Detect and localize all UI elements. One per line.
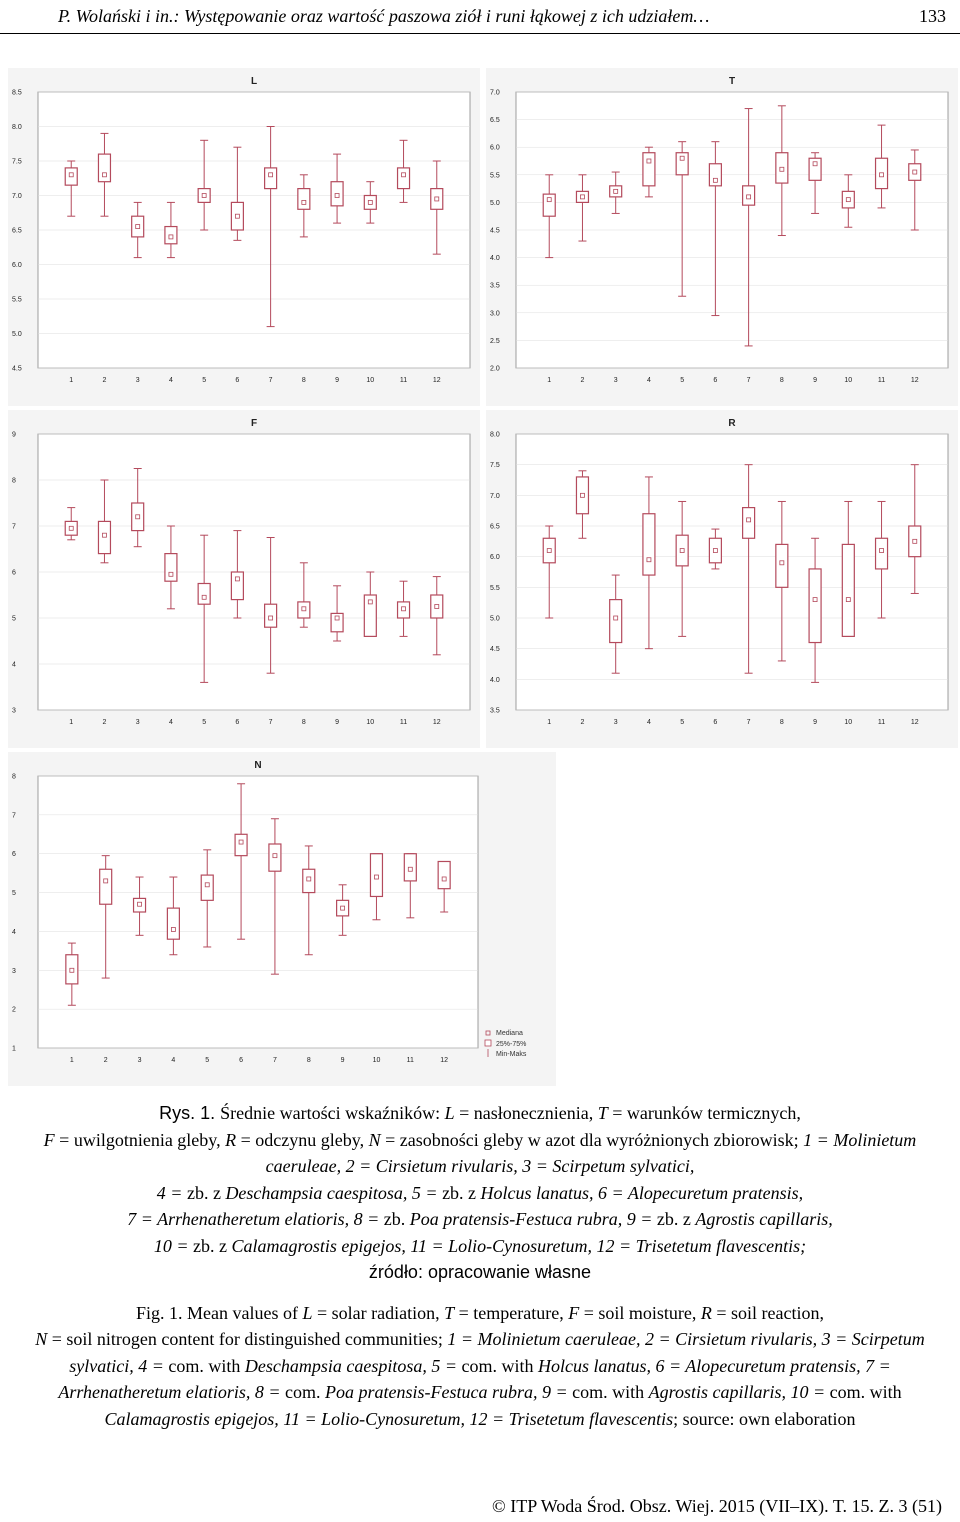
y-tick-label: 5.5: [490, 172, 500, 180]
x-tick-label: 4: [646, 719, 651, 726]
iqr-box: [132, 503, 144, 531]
caption-pl-text: zb.: [383, 1209, 410, 1229]
iqr-box: [337, 900, 349, 916]
x-tick-label: 1: [547, 377, 552, 384]
iqr-box: [298, 189, 310, 210]
y-tick-label: 5.5: [12, 296, 22, 304]
iqr-box: [231, 572, 243, 600]
iqr-box: [65, 521, 77, 535]
x-tick-label: 2: [103, 1057, 108, 1064]
x-tick-label: 10: [844, 719, 853, 726]
y-tick-label: 7.0: [490, 492, 500, 500]
iqr-box: [776, 153, 788, 183]
panel-title: F: [250, 418, 258, 429]
x-tick-label: 9: [813, 719, 818, 726]
x-tick-label: 9: [335, 377, 340, 384]
plot-area: [516, 434, 948, 710]
x-tick-label: 11: [399, 719, 408, 726]
x-tick-label: 1: [69, 1057, 74, 1064]
iqr-box: [364, 595, 376, 636]
caption-pl-text: zb. z: [193, 1235, 232, 1256]
y-tick-label: 8: [12, 773, 16, 781]
y-tick-label: 6.5: [12, 227, 22, 235]
boxplot-panel-R: [486, 410, 958, 748]
y-tick-label: 9: [12, 431, 16, 439]
legend-median-label: Mediana: [496, 1030, 523, 1037]
y-tick-label: 3: [12, 967, 16, 975]
x-tick-label: 1: [69, 377, 74, 384]
caption-english: [0, 1300, 960, 1433]
iqr-box: [66, 955, 78, 984]
y-tick-label: 1: [12, 1045, 16, 1053]
caption-en-communities: 1 = Molinietum caeruleae, 2 = Cirsietum rivularis, 3 = Scirpetum sylvatici, 4 =: [69, 1329, 925, 1376]
boxplot-panel-L: [8, 68, 480, 406]
iqr-box: [643, 153, 655, 186]
iqr-box: [298, 602, 310, 618]
plot-area: [38, 776, 478, 1048]
x-tick-label: 12: [432, 719, 441, 726]
iqr-box: [98, 154, 110, 182]
iqr-box: [134, 898, 146, 912]
y-tick-label: 5: [12, 890, 16, 898]
x-tick-label: 6: [713, 377, 718, 384]
caption-pl-text: zb. z: [656, 1209, 696, 1229]
x-tick-label: 3: [135, 719, 140, 726]
y-tick-label: 6.0: [12, 262, 22, 269]
caption-pl-L: L: [444, 1103, 455, 1123]
caption-en-text: = soil nitrogen content for distinguished communities;: [47, 1329, 448, 1349]
x-tick-label: 8: [301, 377, 306, 384]
y-tick-label: 7: [12, 812, 16, 820]
x-tick-label: 8: [306, 1057, 311, 1064]
caption-en-communities: Agrostis capillaris, 10 =: [648, 1382, 830, 1402]
caption-pl-communities: Deschampsia caespitosa, 5 =: [225, 1182, 443, 1203]
y-tick-label: 7.5: [490, 462, 500, 470]
y-tick-label: 5.0: [490, 199, 500, 207]
caption-en-communities: Deschampsia caespitosa, 5 =: [244, 1355, 462, 1376]
y-tick-label: 6.0: [490, 554, 500, 562]
x-tick-label: 3: [613, 377, 618, 384]
running-header: [0, 0, 960, 34]
y-tick-label: 6.5: [490, 117, 500, 125]
caption-en-text: = soil reaction,: [711, 1302, 825, 1323]
running-title: P. Wolański i in.: Występowanie oraz wartość paszowa ziół i runi łąkowej z ich udziałem…: [58, 6, 710, 26]
iqr-box: [743, 186, 755, 205]
iqr-box: [398, 602, 410, 618]
iqr-box: [576, 191, 588, 202]
x-tick-label: 5: [205, 1057, 210, 1064]
x-tick-label: 2: [102, 377, 107, 384]
caption-en-source: ; source: own elaboration: [673, 1408, 856, 1429]
x-tick-label: 2: [102, 719, 107, 726]
caption-pl-text: = odczynu gleby,: [236, 1129, 369, 1150]
x-tick-label: 4: [171, 1057, 176, 1064]
y-tick-label: 3.0: [490, 310, 500, 318]
iqr-box: [842, 191, 854, 208]
iqr-box: [842, 544, 854, 636]
x-tick-label: 8: [301, 719, 306, 726]
iqr-box: [610, 600, 622, 643]
captions: [0, 1100, 960, 1432]
y-tick-label: 6: [12, 851, 16, 859]
y-tick-label: 6.5: [490, 523, 500, 531]
iqr-box: [876, 158, 888, 188]
y-tick-label: 4.0: [490, 255, 500, 263]
iqr-box: [231, 202, 243, 230]
caption-en-communities: Holcus lanatus, 6 = Alopecuretum pratensis, 7 = Arrhenatheretum elatioris, 8 =: [58, 1355, 891, 1402]
figure-boxplots: [0, 60, 960, 1090]
iqr-box: [576, 477, 588, 514]
caption-en-text: com. with: [168, 1355, 245, 1376]
caption-pl-text: zb. z: [442, 1182, 481, 1203]
iqr-box: [776, 544, 788, 587]
caption-pl-text: = nasłonecznienia,: [454, 1103, 598, 1123]
panel-title: L: [250, 76, 258, 87]
caption-pl-text: Średnie wartości wskaźników:: [220, 1103, 445, 1123]
iqr-box: [165, 554, 177, 582]
caption-en-text: com. with: [572, 1382, 649, 1402]
panel-title: T: [728, 76, 736, 87]
caption-en-text: com. with: [461, 1355, 538, 1376]
y-tick-label: 5.5: [490, 584, 500, 592]
iqr-box: [438, 861, 450, 888]
x-tick-label: 5: [680, 719, 685, 726]
caption-en-L: L: [302, 1302, 313, 1323]
y-tick-label: 4.5: [490, 227, 500, 235]
x-tick-label: 12: [910, 719, 919, 726]
y-tick-label: 6.0: [490, 144, 500, 152]
x-tick-label: 11: [406, 1057, 414, 1064]
legend-box-label: 25%-75%: [496, 1041, 527, 1048]
caption-pl-communities: 4 =: [156, 1182, 187, 1203]
y-tick-label: 8.0: [12, 124, 22, 131]
caption-pl-communities: Holcus lanatus, 6 = Alopecuretum pratensis,: [480, 1182, 804, 1203]
y-tick-label: 5.0: [490, 615, 500, 623]
iqr-box: [709, 538, 721, 563]
y-tick-label: 7.0: [12, 193, 22, 200]
y-tick-label: 3.5: [490, 282, 500, 290]
page-number: 133: [919, 6, 946, 26]
caption-pl-text: = warunków termicznych,: [607, 1103, 801, 1123]
caption-pl-text: zb. z: [186, 1182, 226, 1203]
caption-en-F: F: [568, 1302, 580, 1323]
y-tick-label: 2.0: [490, 365, 500, 373]
caption-en-text: com. with: [829, 1382, 902, 1402]
x-tick-label: 7: [268, 719, 273, 726]
iqr-box: [610, 186, 622, 197]
iqr-box: [909, 164, 921, 181]
iqr-box: [431, 595, 443, 618]
y-tick-label: 2: [12, 1006, 16, 1014]
x-tick-label: 6: [239, 1057, 244, 1064]
x-tick-label: 12: [440, 1057, 449, 1064]
x-tick-label: 10: [366, 719, 375, 726]
y-tick-label: 6: [12, 569, 16, 577]
x-tick-label: 11: [399, 377, 408, 384]
y-tick-label: 8.5: [12, 89, 22, 97]
y-tick-label: 8.0: [490, 431, 500, 439]
iqr-box: [876, 538, 888, 569]
caption-pl-communities: 1 = Molinietum caeruleae, 2 = Cirsietum rivularis, 3 = Scirpetum sylvatici,: [265, 1129, 917, 1176]
caption-polish: [0, 1100, 960, 1286]
y-tick-label: 4.5: [12, 365, 22, 373]
caption-pl-communities: 10 =: [153, 1235, 194, 1256]
boxplot-panel-T: [486, 68, 958, 406]
boxplot-panel-N: [8, 752, 556, 1086]
x-tick-label: 3: [613, 719, 618, 726]
caption-pl-text: = zasobności gleby w azot dla wyróżnionych zbiorowisk;: [380, 1129, 804, 1150]
x-tick-label: 6: [235, 719, 240, 726]
iqr-box: [676, 535, 688, 566]
iqr-box: [198, 189, 210, 203]
iqr-box: [167, 908, 179, 939]
iqr-box: [743, 508, 755, 539]
y-tick-label: 3: [12, 707, 16, 715]
iqr-box: [909, 526, 921, 557]
caption-en-communities: Calamagrostis epigejos, 11 = Lolio-Cynosuretum, 12 = Trisetetum flavescentis: [104, 1408, 674, 1429]
iqr-box: [201, 875, 213, 900]
x-tick-label: 9: [813, 377, 818, 384]
caption-pl-R: R: [225, 1129, 237, 1150]
caption-en-text: = solar radiation,: [312, 1302, 445, 1323]
caption-en-text: = temperature,: [454, 1302, 569, 1323]
caption-en-text: com.: [285, 1382, 325, 1402]
iqr-box: [235, 834, 247, 855]
x-tick-label: 4: [168, 377, 173, 384]
caption-pl-T: T: [597, 1103, 608, 1123]
legend-box-marker: [485, 1040, 491, 1046]
x-tick-label: 10: [844, 377, 853, 384]
y-tick-label: 4: [12, 661, 16, 669]
iqr-box: [132, 216, 144, 237]
iqr-box: [543, 538, 555, 563]
x-tick-label: 3: [135, 377, 140, 384]
iqr-box: [265, 168, 277, 189]
y-tick-label: 4.0: [490, 676, 500, 684]
x-tick-label: 11: [877, 719, 886, 726]
x-tick-label: 1: [69, 719, 74, 726]
x-tick-label: 5: [680, 377, 685, 384]
x-tick-label: 4: [646, 377, 651, 384]
x-tick-label: 7: [746, 377, 751, 384]
x-tick-label: 11: [877, 377, 886, 384]
y-tick-label: 7.0: [490, 89, 500, 97]
caption-en-communities: Poa pratensis-Festuca rubra, 9 =: [325, 1382, 573, 1402]
x-tick-label: 3: [137, 1057, 142, 1064]
caption-pl-N: N: [368, 1129, 381, 1150]
x-tick-label: 12: [910, 377, 919, 384]
y-tick-label: 4.5: [490, 646, 500, 654]
x-tick-label: 4: [168, 719, 173, 726]
x-tick-label: 8: [779, 377, 784, 384]
x-tick-label: 7: [746, 719, 751, 726]
x-tick-label: 10: [372, 1057, 381, 1064]
boxplot-panel-F: [8, 410, 480, 748]
x-tick-label: 5: [202, 377, 207, 384]
x-tick-label: 2: [580, 719, 585, 726]
x-tick-label: 8: [779, 719, 784, 726]
x-tick-label: 9: [335, 719, 340, 726]
y-tick-label: 3.5: [490, 707, 500, 715]
caption-pl-communities: Calamagrostis epigejos, 11 = Lolio-Cynosuretum, 12 = Trisetetum flavescentis;: [231, 1235, 807, 1256]
x-tick-label: 7: [272, 1057, 277, 1064]
iqr-box: [643, 514, 655, 575]
caption-en-text: Mean values of: [187, 1302, 303, 1323]
caption-en-N: N: [35, 1329, 48, 1349]
x-tick-label: 12: [432, 377, 441, 384]
panel-title: N: [254, 760, 262, 771]
x-tick-label: 6: [235, 377, 240, 384]
caption-pl-F: F: [43, 1129, 55, 1150]
iqr-box: [100, 869, 112, 904]
y-tick-label: 5: [12, 615, 16, 623]
x-tick-label: 6: [713, 719, 718, 726]
caption-pl-source: źródło: opracowanie własne: [368, 1262, 592, 1282]
x-tick-label: 5: [202, 719, 207, 726]
caption-en-T: T: [444, 1302, 455, 1323]
y-tick-label: 4: [12, 928, 16, 936]
caption-pl-communities: Poa pratensis-Festuca rubra, 9 =: [409, 1209, 657, 1229]
caption-en-R: R: [700, 1302, 712, 1323]
y-tick-label: 7: [12, 523, 16, 531]
x-tick-label: 1: [547, 719, 552, 726]
y-tick-label: 2.5: [490, 337, 500, 345]
iqr-box: [431, 189, 443, 210]
x-tick-label: 10: [366, 377, 375, 384]
y-tick-label: 5.0: [12, 331, 22, 338]
caption-pl-label: Rys. 1.: [159, 1103, 221, 1123]
legend-whisker-label: Min-Maks: [496, 1051, 527, 1058]
footer-citation: © ITP Woda Środ. Obsz. Wiej. 2015 (VII–IX). T. 15. Z. 3 (51): [492, 1496, 942, 1516]
y-tick-label: 7.5: [12, 158, 22, 166]
iqr-box: [809, 569, 821, 643]
iqr-box: [364, 196, 376, 210]
x-tick-label: 2: [580, 377, 585, 384]
iqr-box: [198, 584, 210, 605]
caption-pl-communities: 7 = Arrhenatheretum elatioris, 8 =: [127, 1209, 384, 1229]
caption-en-label: Fig. 1.: [135, 1302, 187, 1323]
x-tick-label: 9: [340, 1057, 345, 1064]
caption-en-text: = soil moisture,: [579, 1302, 701, 1323]
caption-pl-communities: Agrostis capillaris,: [695, 1209, 833, 1229]
iqr-box: [398, 168, 410, 189]
panel-title: R: [728, 418, 736, 429]
caption-pl-text: = uwilgotnienia gleby,: [54, 1129, 226, 1150]
y-tick-label: 8: [12, 477, 16, 485]
x-tick-label: 7: [268, 377, 273, 384]
